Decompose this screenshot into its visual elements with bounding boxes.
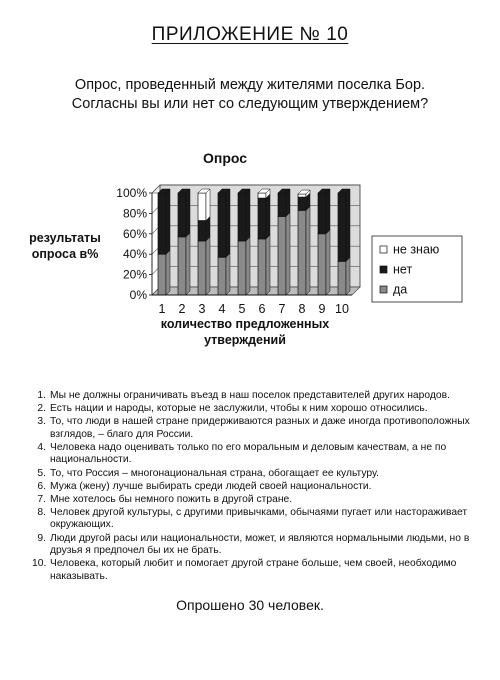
chart-title: Опрос: [202, 150, 248, 166]
statement-text: Мне хотелось бы немного пожить в другой стране.: [50, 493, 293, 505]
bar-segment-нет: [198, 221, 206, 241]
statement-item: [32, 416, 482, 441]
statement-text: То, что люди в нашей стране придерживаются разных и даже иногда противоположных взглядов, – благо для России.: [50, 416, 470, 440]
x-tick-label: 2: [178, 302, 186, 316]
bar-segment-да: [298, 210, 306, 295]
x-tick-label: 9: [318, 302, 326, 316]
bar-side: [166, 189, 170, 254]
intro-line-1: Опрос, проведенный между жителями поселка Бор.: [74, 77, 426, 93]
x-tick-label: 5: [238, 302, 246, 316]
statement-number: 2.: [37, 403, 46, 415]
bar-segment-да: [158, 254, 166, 295]
statement-item: [32, 558, 482, 583]
bar-segment-нет: [218, 193, 226, 257]
statement-text: Мужа (жену) лучше выбирать среди людей своей национальности.: [50, 480, 372, 492]
statement-item: [32, 403, 482, 416]
statement-item: [32, 390, 482, 403]
bar-segment-да: [278, 216, 286, 295]
page-title: ПРИЛОЖЕНИЕ № 10: [151, 24, 349, 45]
statement-number: 1.: [37, 390, 46, 401]
statement-text: Люди другой расы или национальности, может, и являются нормальными людьми, но в друзья я предпочел бы их не брать.: [50, 532, 470, 557]
bar-segment-нет: [158, 193, 166, 254]
bar-segment-не-знаю: [258, 193, 266, 198]
statement-number: 8.: [37, 506, 46, 518]
statement-item: [32, 494, 482, 507]
y-tick-label: 80%: [122, 206, 147, 221]
y-tick-label: 40%: [122, 247, 147, 262]
x-tick-label: 6: [258, 302, 266, 316]
bar-segment-нет: [318, 193, 326, 234]
y-tick-label: 100%: [116, 186, 147, 200]
legend-label: да: [393, 282, 408, 297]
legend-label: нет: [393, 262, 413, 277]
bar-segment-нет: [298, 197, 306, 210]
bar-side: [186, 189, 190, 237]
statement-number: 7.: [37, 493, 46, 505]
bar-segment-нет: [238, 193, 246, 241]
statement-number: 10.: [32, 558, 47, 570]
x-axis-label-line-1: количество предложенных: [160, 317, 330, 331]
bar-segment-нет: [258, 198, 266, 239]
legend-swatch: [380, 246, 387, 253]
intro-line-2: Согласны вы или нет со следующим утверждением?: [71, 96, 429, 112]
x-tick-label: 7: [278, 302, 286, 316]
bar-side: [326, 230, 330, 295]
y-axis-label-line-2: опроса в%: [31, 247, 99, 261]
respondents-note: Опрошено 30 человек.: [176, 597, 324, 613]
bar-segment-нет: [278, 193, 286, 216]
bar-side: [266, 194, 270, 239]
statement-item: [32, 481, 482, 494]
statement-text: Человека надо оценивать только по его моральным и деловым качествам, а не по национальности.: [50, 441, 447, 466]
bar-side: [286, 212, 290, 295]
intro-text: [40, 76, 460, 114]
bar-side: [186, 233, 190, 295]
legend-swatch: [380, 286, 387, 293]
x-tick-label: 10: [335, 302, 349, 316]
statement-number: 3.: [37, 416, 46, 428]
x-tick-label: 8: [298, 302, 306, 316]
bar-side: [326, 189, 330, 234]
statement-text: Человек другой культуры, с другими привычками, обычаями пугает или настораживает окружающих.: [50, 506, 468, 531]
statement-text: То, что Россия – многонациональная страна, обогащает ее культуру.: [50, 467, 379, 479]
bar-segment-да: [218, 257, 226, 295]
statement-number: 9.: [37, 532, 46, 544]
statement-item: [32, 533, 482, 558]
bar-segment-да: [318, 234, 326, 295]
statement-text: Мы не должны ограничивать въезд в наш поселок представителей других народов.: [50, 390, 450, 401]
statement-number: 4.: [37, 441, 46, 453]
bar-segment-да: [178, 237, 186, 295]
bar-segment-да: [258, 239, 266, 295]
statement-text: Есть нации и народы, которые не заслужили, чтобы к ним хорошо относились.: [50, 403, 428, 415]
plot-area: [116, 185, 360, 316]
x-tick-label: 4: [218, 302, 226, 316]
bar-side: [246, 189, 250, 241]
statement-item: [32, 468, 482, 481]
bar-side: [346, 189, 350, 261]
bar-side: [226, 189, 230, 257]
bar-segment-да: [198, 241, 206, 295]
statement-number: 6.: [37, 480, 46, 492]
bar-segment-нет: [178, 193, 186, 237]
statements-list: [32, 390, 482, 584]
bar-segment-не-знаю: [198, 193, 206, 221]
bar-segment-да: [338, 261, 346, 295]
x-tick-label: 3: [198, 302, 206, 316]
y-tick-label: 0%: [129, 288, 147, 302]
x-axis-label-line-2: утверждений: [204, 333, 286, 347]
bar-side: [286, 189, 290, 216]
statement-text: Человека, который любит и помогает другой стране больше, чем своей, необходимо наказывать.: [50, 558, 457, 582]
legend-label: не знаю: [393, 242, 440, 257]
statement-item: [32, 442, 482, 467]
y-tick-label: 60%: [122, 226, 147, 241]
legend-swatch: [380, 266, 387, 273]
bar-side: [166, 250, 170, 295]
bar-side: [346, 257, 350, 295]
statement-item: [32, 507, 482, 532]
bar-side: [306, 206, 310, 295]
bar-side: [266, 235, 270, 295]
y-tick-label: 20%: [122, 267, 147, 282]
bar-segment-да: [238, 241, 246, 295]
chart-legend: [372, 236, 462, 302]
survey-chart: [0, 140, 500, 350]
x-tick-label: 1: [158, 302, 166, 316]
bar-side: [226, 253, 230, 295]
bar-side: [246, 237, 250, 295]
bar-side: [206, 237, 210, 295]
statement-number: 5.: [37, 467, 46, 479]
bar-segment-не-знаю: [298, 194, 306, 197]
bar-segment-нет: [338, 193, 346, 261]
y-axis-label-line-1: результаты: [29, 231, 101, 245]
bar-side: [206, 189, 210, 221]
